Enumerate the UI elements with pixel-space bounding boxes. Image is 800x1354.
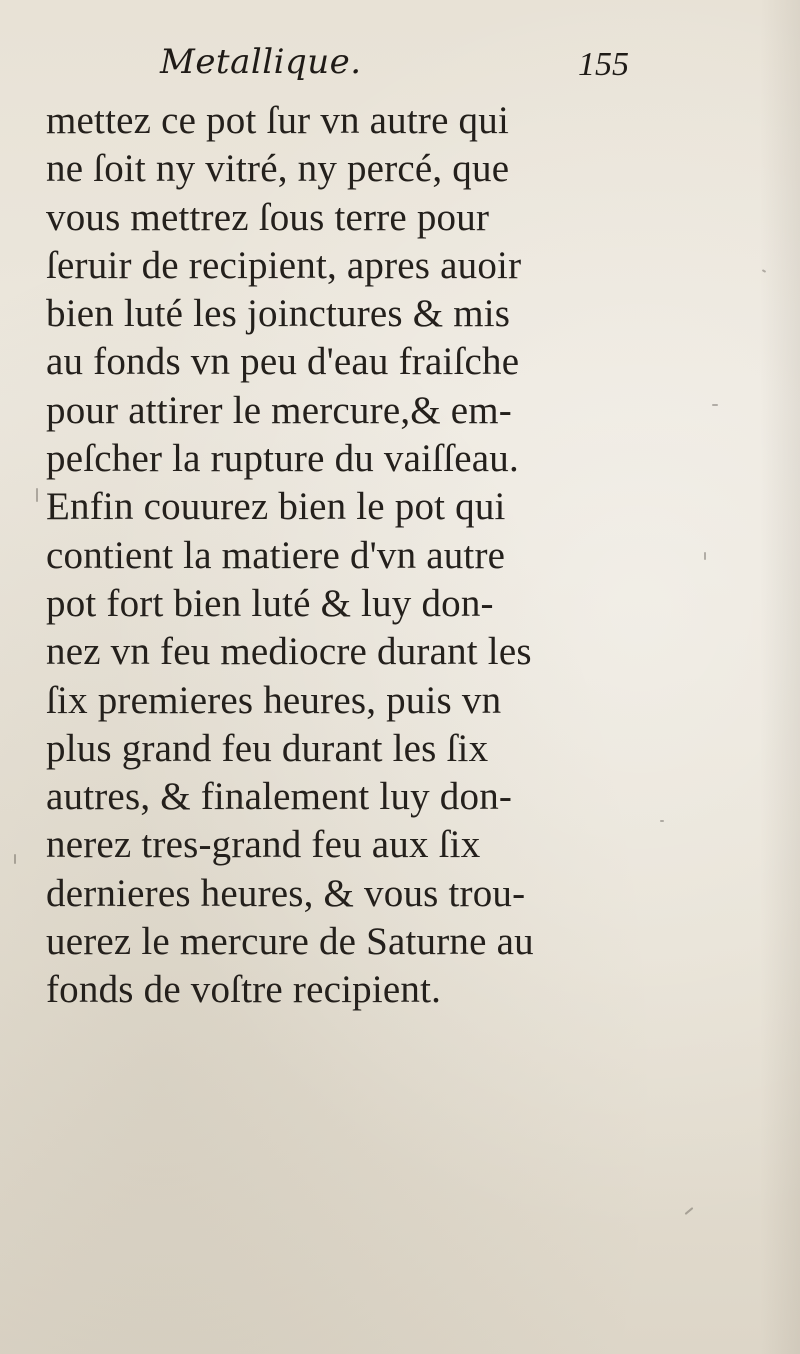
text-line: ne ſoit ny vitré, ny percé, que [46,147,510,191]
text-line: pour attirer le mercure,& em- [46,388,512,432]
text-line: vous mettrez ſous terre pour [46,195,490,239]
text-line: fonds de voſtre recipient. [46,968,442,1012]
text-line: dernieres heures, & vous trou- [46,871,526,915]
text-line: contient la matiere d'vn autre [46,533,506,577]
text-line: peſcher la rupture du vaiſſeau. [46,437,519,481]
text-line: Enfin couurez bien le pot qui [46,485,506,529]
running-title: Metallique. [160,42,362,82]
text-line: nez vn feu mediocre durant les [46,630,532,674]
text-line: pot fort bien luté & luy don- [46,581,494,625]
text-line: ſeruir de recipient, apres auoir [46,243,522,287]
text-line: uerez le mercure de Saturne au [46,920,534,964]
page-number: 155 [578,46,629,83]
text-line: bien luté les joinctures & mis [46,292,511,336]
running-head [0,36,800,96]
body-text [46,97,636,1015]
text-line: au fonds vn peu d'eau fraiſche [46,340,520,384]
text-line: nerez tres-grand feu aux ſix [46,823,481,867]
text-line: ſix premieres heures, puis vn [46,678,502,722]
text-line: plus grand feu durant les ſix [46,726,489,770]
text-line: autres, & finalement luy don- [46,775,513,819]
text-line: mettez ce pot ſur vn autre qui [46,99,509,142]
